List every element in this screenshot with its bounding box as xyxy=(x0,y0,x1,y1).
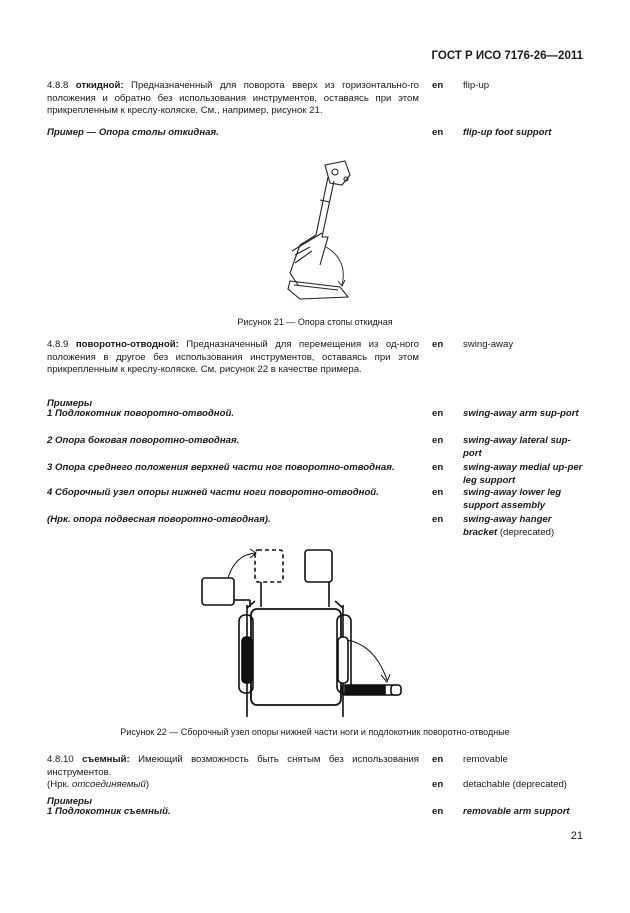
figure-21-illustration xyxy=(270,155,360,305)
lang-code: en xyxy=(432,487,444,498)
lang-code: en xyxy=(432,80,444,91)
deprecated-word: отсоединяемый xyxy=(72,779,146,790)
lang-code: en xyxy=(432,806,444,817)
clause-number: 4.8.8 xyxy=(47,80,69,91)
term: откидной: xyxy=(75,80,124,91)
definition-4-8-10 xyxy=(47,754,419,779)
en-term: swing-away xyxy=(463,339,514,350)
definition-text: Имеющий возможность быть снятым без использования инструментов. xyxy=(47,754,420,778)
lang-code: en xyxy=(432,462,444,473)
definition-text: Предназначенный для перемещения из од-ного положения в другое без использования инструментов, оставаясь при этом прикрепленным к креслу-коляске. См. рисунок 22 в качестве примера. xyxy=(47,339,420,376)
lang-code: en xyxy=(432,514,444,525)
figure-22-caption: Рисунок 22 — Сборочный узел опоры нижней части ноги и подлокотник поворотно-отводные xyxy=(120,727,510,737)
example-text: Пример — Опора столы откидная. xyxy=(47,127,219,138)
en-term-main: swing-away hanger bracket xyxy=(463,514,552,538)
example-item: 4 Сборочный узел опоры нижней части ноги поворотно-отводной. xyxy=(47,487,379,498)
definition-4-8-9 xyxy=(47,339,419,377)
deprecated-suffix: ) xyxy=(145,779,150,790)
examples-heading: Примеры xyxy=(47,796,93,807)
examples-heading: Примеры xyxy=(47,398,93,409)
en-term: removable arm support xyxy=(463,806,570,817)
lang-code: en xyxy=(432,779,444,790)
en-term xyxy=(463,514,583,539)
deprecated-term xyxy=(47,779,419,792)
figure-22-illustration xyxy=(195,545,415,720)
lang-code: en xyxy=(432,435,444,446)
example-item: 3 Опора среднего положения верхней части ног поворотно-отводная. xyxy=(47,462,395,473)
en-term: swing-away lower leg support assembly xyxy=(463,487,562,511)
en-term: swing-away medial up-per leg support xyxy=(463,462,583,486)
en-term: flip-up foot support xyxy=(463,127,552,138)
en-term: flip-up xyxy=(463,80,490,91)
example-item: 2 Опора боковая поворотно-отводная. xyxy=(47,435,240,446)
en-term: swing-away lateral sup-port xyxy=(463,435,571,459)
en-term-note: (deprecated) xyxy=(499,526,555,538)
lang-code: en xyxy=(432,339,444,350)
en-term: swing-away arm sup-port xyxy=(463,408,579,419)
document-code: ГОСТ Р ИСО 7176-26—2011 xyxy=(431,50,583,62)
lang-code: en xyxy=(432,127,444,138)
clause-number: 4.8.10 xyxy=(47,754,74,765)
page-number: 21 xyxy=(570,830,583,842)
example-item: (Нрк. опора подвесная поворотно-отводная). xyxy=(47,514,271,525)
lang-code: en xyxy=(432,408,444,419)
term: поворотно-отводной: xyxy=(75,339,179,350)
term: съемный: xyxy=(82,754,130,765)
figure-21-caption: Рисунок 21 — Опора стопы откидная xyxy=(237,317,393,327)
definition-text: Предназначенный для поворота вверх из горизонтально-го положения и обратно без использования инструментов, оставаясь при этом прикрепленным к креслу-коляске. См., например, рисунок 21. xyxy=(47,80,420,117)
clause-number: 4.8.9 xyxy=(47,339,69,350)
lang-code: en xyxy=(432,754,444,765)
en-term: detachable (deprecated) xyxy=(463,779,568,790)
en-term: removable xyxy=(463,754,508,765)
definition-4-8-8 xyxy=(47,80,419,118)
example-item: 1 Подлокотник съемный. xyxy=(47,806,171,817)
example-item: 1 Подлокотник поворотно-отводной. xyxy=(47,408,234,419)
deprecated-prefix: (Нрк. xyxy=(47,779,70,790)
